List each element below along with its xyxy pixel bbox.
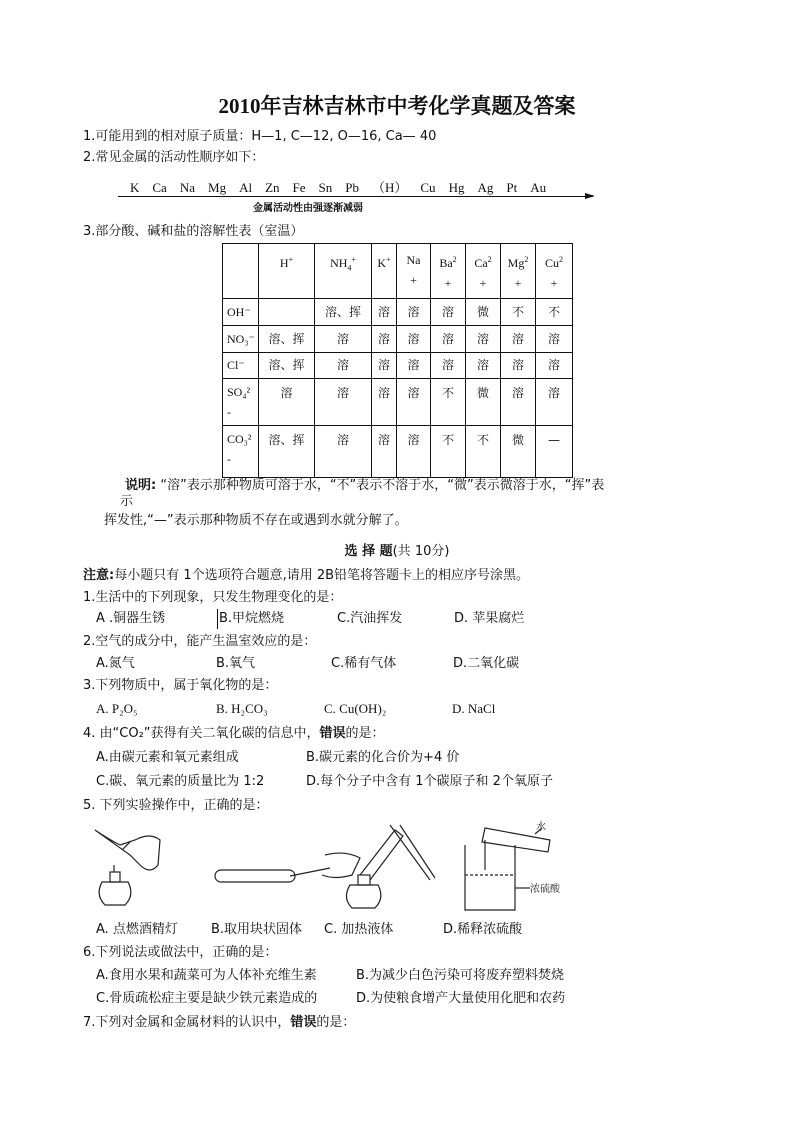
- section-score: (共 10分): [392, 544, 450, 559]
- solubility-cell: 溶: [315, 426, 372, 478]
- question-7-stem: [83, 1015, 355, 1031]
- q3-option-c: C. Cu(OH)₂: [324, 701, 387, 716]
- cation-header: $Mg^2$ +: [501, 244, 536, 299]
- table-row: [223, 326, 573, 353]
- solubility-cell: 溶、挥: [259, 426, 315, 478]
- q6-option-d: D.为使粮食增产大量使用化肥和农药: [356, 991, 566, 1006]
- cation-header: $Ca^2$ +: [466, 244, 501, 299]
- table-row: [223, 426, 573, 478]
- q4-option-d: D.每个分子中含有 1个碳原子和 2个氧原子: [306, 774, 553, 789]
- notice-text: 每小题只有 1个选项符合题意,请用 2B铅笔将答题卡上的相应序号涂黑。: [114, 568, 530, 583]
- q6-option-c: C.骨质疏松症主要是缺少铁元素造成的: [96, 991, 318, 1006]
- q1-option-b: B.甲烷燃烧: [219, 611, 285, 626]
- q1-option-d: D. 苹果腐烂: [454, 611, 525, 626]
- page-title: 2010年吉林吉林市中考化学真题及答案: [218, 94, 576, 118]
- solubility-cell: 不: [466, 426, 501, 478]
- q2-option-a: A.氮气: [96, 656, 135, 671]
- q2-option-b: B.氧气: [216, 656, 256, 671]
- q2-option-d: D.二氧化碳: [453, 656, 520, 671]
- anion-header: SO₄² -: [223, 379, 259, 426]
- heating-liquid-figure: [346, 825, 435, 908]
- q1-option-a: A .铜器生锈: [96, 611, 166, 626]
- corner-cell: [223, 244, 259, 299]
- label-water: 水: [536, 822, 546, 833]
- q7-stem-text: 7.下列对金属和金属材料的认识中，: [83, 1015, 291, 1030]
- lighting-alcohol-lamp-figure: [95, 830, 160, 905]
- cation-header: $NH_4^+$: [315, 244, 372, 299]
- q4-stem-end: 的是：: [345, 726, 385, 741]
- solubility-cell: 溶: [431, 299, 466, 326]
- solubility-cell: 微: [466, 299, 501, 326]
- solubility-cell: 溶: [466, 326, 501, 353]
- metal-symbol: Ag: [477, 180, 494, 195]
- q3-option-d: D. NaCl: [452, 701, 496, 716]
- solubility-cell: 不: [431, 426, 466, 478]
- solubility-cell: 微: [501, 426, 536, 478]
- metal-symbol: Pb: [345, 180, 359, 195]
- anion-header: Cl⁻: [223, 353, 259, 379]
- solubility-cell: 溶: [259, 379, 315, 426]
- metal-symbol: Zn: [265, 180, 280, 195]
- notice: [83, 568, 529, 584]
- explanation-line2: 挥发性,“—”表示那种物质不存在或遇到水就分解了。: [104, 513, 408, 528]
- q5-option-a: A. 点燃酒精灯: [96, 922, 178, 937]
- question-6-stem: 6.下列说法或做法中，正确的是：: [83, 945, 278, 960]
- solubility-cell: 溶: [372, 426, 397, 478]
- solubility-cell: 溶: [372, 326, 397, 353]
- q5-option-b: B.取用块状固体: [211, 922, 303, 937]
- table-row: [223, 299, 573, 326]
- solubility-cell: 不: [431, 379, 466, 426]
- solubility-cell: 溶: [372, 379, 397, 426]
- metal-caption: 金属活动性由强逐渐减弱: [253, 203, 363, 214]
- q4-stem-emphasis: 错误: [319, 726, 346, 741]
- note-solubility: 3.部分酸、碱和盐的溶解性表（室温）: [83, 224, 304, 239]
- q7-stem-emphasis: 错误: [290, 1015, 317, 1030]
- solubility-cell: 溶、挥: [315, 299, 372, 326]
- metal-symbol: Mg: [208, 180, 227, 195]
- metal-activity-series: [130, 180, 559, 196]
- q1-option-c: C.汽油挥发: [337, 611, 403, 626]
- metal-symbol: Na: [179, 180, 196, 195]
- solubility-cell: 溶、挥: [259, 326, 315, 353]
- q2-option-c: C.稀有气体: [331, 656, 397, 671]
- metal-symbol: Cu: [420, 180, 436, 195]
- metal-symbol: Pt: [506, 180, 518, 195]
- solubility-cell: 溶: [501, 353, 536, 379]
- metal-symbol: Au: [530, 180, 547, 195]
- anion-header: CO₃² -: [223, 426, 259, 478]
- solubility-cell: 溶: [397, 379, 431, 426]
- solubility-cell: 溶: [372, 299, 397, 326]
- solubility-table: [222, 243, 573, 478]
- note-atomic-mass: 1.可能用到的相对原子质量：H—1, C—12, O—16, Ca— 40: [83, 129, 437, 144]
- q4-option-a: A.由碳元素和氧元素组成: [96, 750, 239, 765]
- cation-header: $Ba^2$ +: [431, 244, 466, 299]
- solubility-cell: —: [536, 426, 573, 478]
- question-1-stem: 1.生活中的下列现象，只发生物理变化的是：: [83, 590, 343, 605]
- section-title: 选 择 题: [344, 544, 393, 559]
- solubility-cell: 溶: [397, 353, 431, 379]
- diluting-acid-figure: [465, 820, 561, 910]
- metal-symbol: （H）: [372, 180, 408, 195]
- solubility-cell: 溶: [397, 326, 431, 353]
- solubility-cell: 溶: [315, 353, 372, 379]
- anion-header: OH⁻: [223, 299, 259, 326]
- solubility-cell: 微: [466, 379, 501, 426]
- experiment-figures: [90, 820, 590, 920]
- metal-symbol: Fe: [292, 180, 306, 195]
- q4-stem-text: 4. 由“CO₂”获得有关二氧化碳的信息中，: [83, 726, 320, 741]
- solubility-cell: 溶: [501, 326, 536, 353]
- solubility-cell: 溶: [315, 326, 372, 353]
- label-acid: 浓硫酸: [530, 884, 560, 895]
- cation-header: K+: [372, 244, 397, 299]
- solubility-cell: 溶: [315, 379, 372, 426]
- cursor-line: [217, 609, 218, 629]
- section-heading: [0, 544, 794, 560]
- solubility-cell: [259, 299, 315, 326]
- anion-header: NO₃⁻: [223, 326, 259, 353]
- solubility-cell: 溶: [466, 353, 501, 379]
- explanation-line1: [125, 478, 604, 494]
- table-row: [223, 379, 573, 426]
- solubility-cell: 溶: [536, 353, 573, 379]
- explanation-wrap: 示: [120, 494, 134, 509]
- note-activity-series: 2.常见金属的活动性顺序如下：: [83, 150, 265, 165]
- notice-label: 注意:: [83, 568, 115, 583]
- q7-stem-end: 的是：: [316, 1015, 356, 1030]
- q6-option-a: A.食用水果和蔬菜可为人体补充维生素: [96, 968, 317, 983]
- arrow-head-icon: [585, 193, 595, 199]
- solubility-cell: 溶、挥: [259, 353, 315, 379]
- solubility-cell: 溶: [431, 353, 466, 379]
- metal-symbol: Ca: [152, 180, 167, 195]
- metal-symbol: Al: [239, 180, 253, 195]
- metal-symbol: K: [130, 180, 140, 195]
- q6-option-b: B.为减少白色污染可将废弃塑料焚烧: [356, 968, 565, 983]
- explain-text: “溶”表示那种物质可溶于水，“不”表示不溶于水，“微”表示微溶于水，“挥”表: [160, 478, 605, 493]
- q4-option-b: B.碳元素的化合价为+4 价: [306, 750, 460, 765]
- cation-header: Na +: [397, 244, 431, 299]
- cation-header: $Cu^2$ +: [536, 244, 573, 299]
- solubility-cell: 溶: [536, 326, 573, 353]
- q4-option-c: C.碳、氧元素的质量比为 1:2: [96, 774, 265, 789]
- solubility-cell: 溶: [372, 353, 397, 379]
- metal-symbol: Sn: [318, 180, 333, 195]
- q5-option-d: D.稀释浓硫酸: [443, 922, 523, 937]
- table-row: [223, 353, 573, 379]
- q5-option-c: C. 加热液体: [324, 922, 394, 937]
- taking-solid-figure: [215, 853, 360, 882]
- question-2-stem: 2.空气的成分中，能产生温室效应的是：: [83, 634, 317, 649]
- solubility-cell: 溶: [536, 379, 573, 426]
- cation-header: H+: [259, 244, 315, 299]
- solubility-cell: 溶: [501, 379, 536, 426]
- q3-option-a: A. P₂O₅: [96, 701, 138, 716]
- solubility-cell: 不: [536, 299, 573, 326]
- solubility-cell: 不: [501, 299, 536, 326]
- question-5-stem: 5. 下列实验操作中，正确的是：: [83, 798, 269, 813]
- solubility-cell: 溶: [397, 426, 431, 478]
- arrow-line: [118, 196, 593, 197]
- solubility-cell: 溶: [397, 299, 431, 326]
- question-4-stem: [83, 726, 385, 742]
- question-3-stem: 3.下列物质中，属于氧化物的是：: [83, 678, 278, 693]
- solubility-cell: 溶: [431, 326, 466, 353]
- metal-symbol: Hg: [448, 180, 465, 195]
- q3-option-b: B. H₂CO₃: [216, 701, 268, 716]
- explain-label: 说明:: [125, 478, 157, 493]
